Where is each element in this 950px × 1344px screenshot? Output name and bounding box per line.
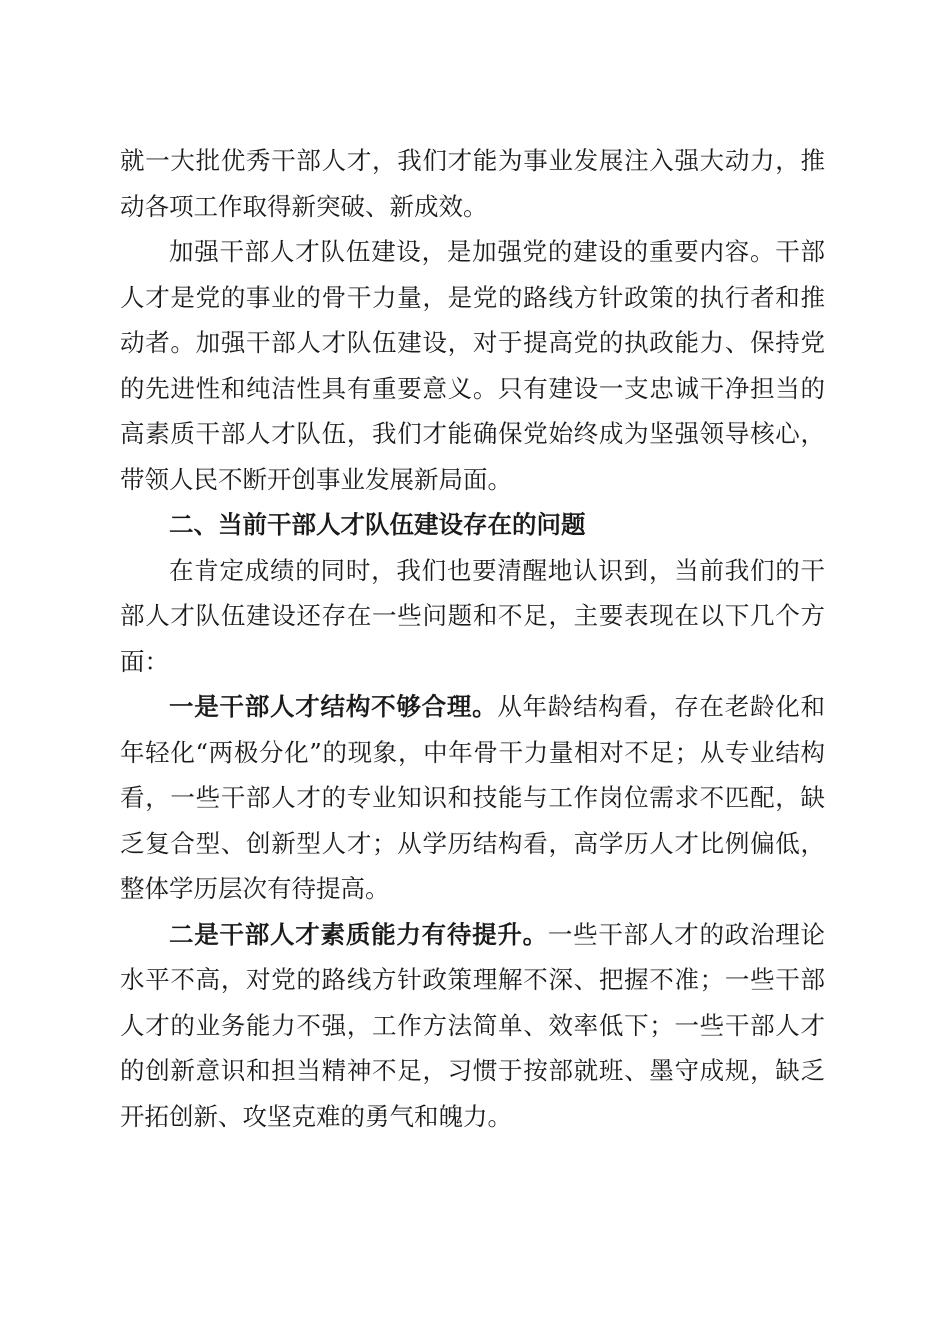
paragraph-continuation: 就一大批优秀干部人才，我们才能为事业发展注入强大动力，推动各项工作取得新突破、新成效。 xyxy=(120,146,825,221)
paragraph-problems-intro: 在肯定成绩的同时，我们也要清醒地认识到，当前我们的干部人才队伍建设还存在一些问题和不足，主要表现在以下几个方面： xyxy=(120,555,825,676)
paragraph-structure-problem xyxy=(120,684,825,912)
document-body xyxy=(120,138,825,1139)
body-text-structure: 从年龄结构看，存在老龄化和年轻化“两极分化”的现象，中年骨干力量相对不足；从专业结构看，一些干部人才的专业知识和技能与工作岗位需求不匹配，缺乏复合型、创新型人才；从学历结构看，高学历人才比例偏低，整体学历层次有待提高。 xyxy=(120,692,826,903)
section-heading-problems: 二、当前干部人才队伍建设存在的问题 xyxy=(169,510,586,539)
lead-sentence-structure: 一是干部人才结构不够合理。 xyxy=(169,692,498,721)
lead-sentence-ability: 二是干部人才素质能力有待提升。 xyxy=(169,919,548,949)
paragraph-ability-problem xyxy=(120,912,825,1140)
body-text-ability: 一些干部人才的政治理论水平不高，对党的路线方针政策理解不深、把握不准；一些干部人才的业务能力不强，工作方法简单、效率低下；一些干部人才的创新意识和担当精神不足，习惯于按部就班、墨守成规，缺乏开拓创新、攻坚克难的勇气和魄力。 xyxy=(120,919,826,1131)
paragraph-party-building: 加强干部人才队伍建设，是加强党的建设的重要内容。干部人才是党的事业的骨干力量，是党的路线方针政策的执行者和推动者。加强干部人才队伍建设，对于提高党的执政能力、保持党的先进性和纯洁性具有重要意义。只有建设一支忠诚干净担当的高素质干部人才队伍，我们才能确保党始终成为坚强领导核心，带领人民不断开创事业发展新局面。 xyxy=(120,237,825,494)
